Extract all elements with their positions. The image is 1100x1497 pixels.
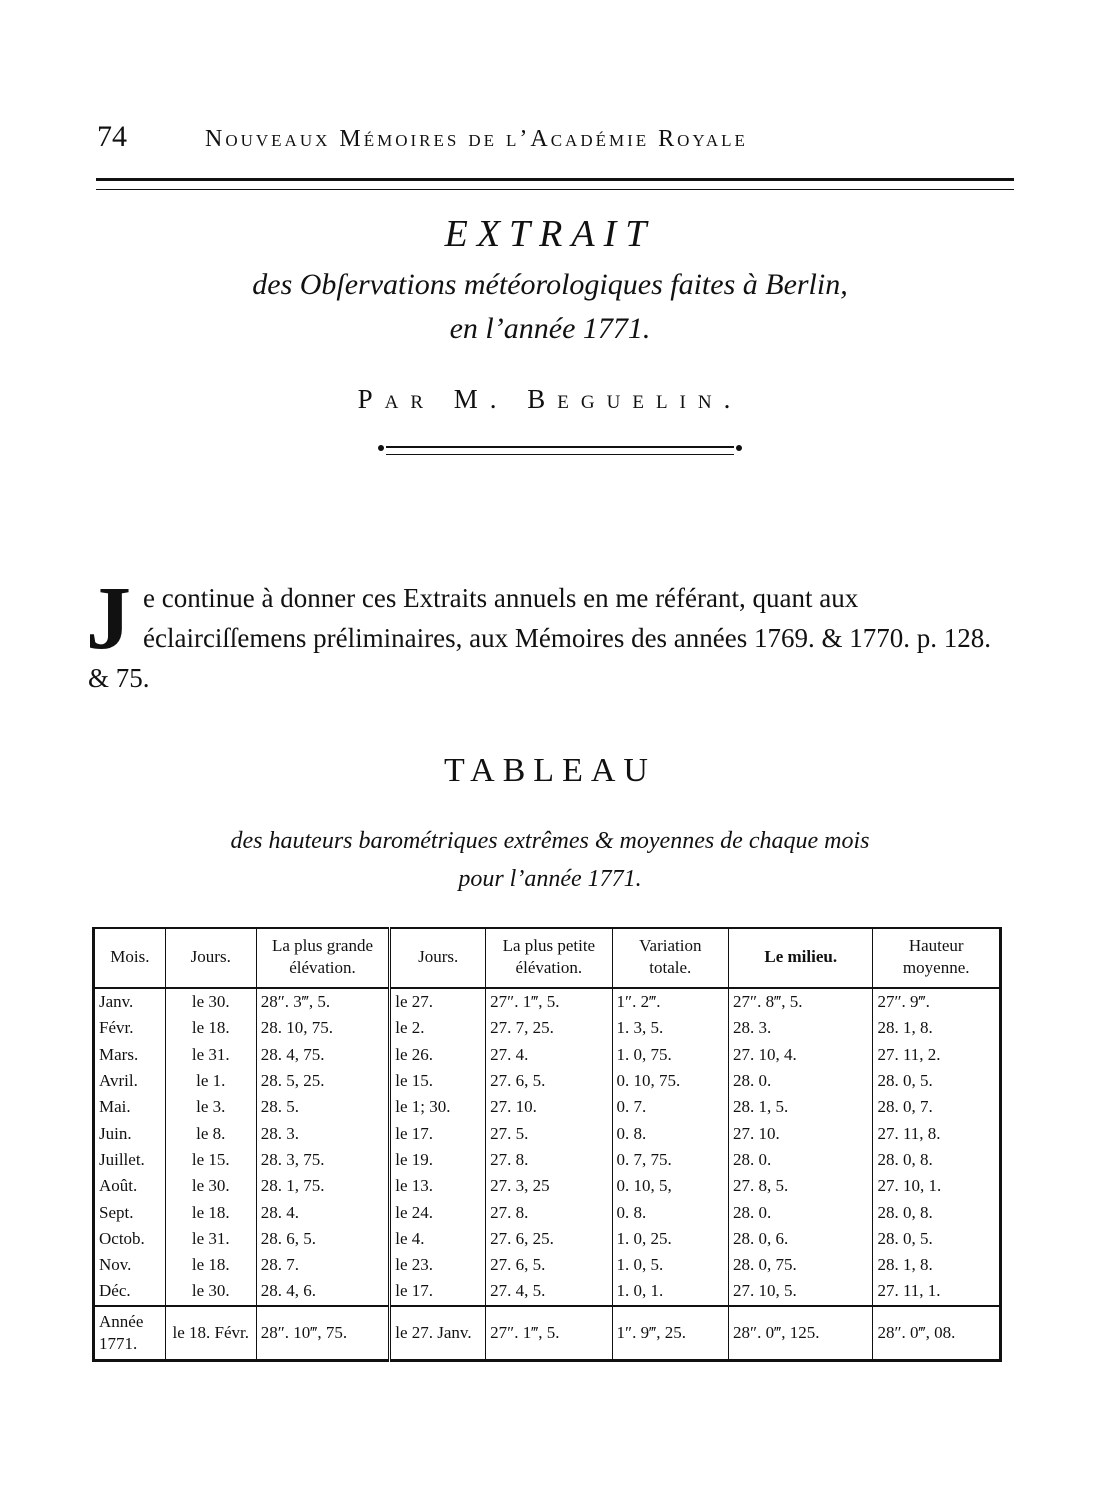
total-cell-plus-grande: 28″. 10‴, 75. — [256, 1306, 390, 1361]
cell-variation: 0. 10, 5, — [612, 1173, 729, 1199]
cell-milieu: 28. 0. — [729, 1068, 873, 1094]
cell-mois: Juillet. — [94, 1147, 166, 1173]
article-subtitle-year: en l’année 1771. — [449, 312, 651, 345]
cell-variation: 0. 8. — [612, 1199, 729, 1225]
table-caption-line-1: des hauteurs barométriques extrêmes & moyennes de chaque mois — [230, 828, 870, 854]
cell-mois: Déc. — [94, 1278, 166, 1305]
cell-mois: Août. — [94, 1173, 166, 1199]
total-cell-mois: Année 1771. — [94, 1306, 166, 1361]
drop-cap: J — [86, 569, 131, 668]
cell-milieu: 28. 0, 6. — [729, 1226, 873, 1252]
cell-mois: Sept. — [94, 1199, 166, 1225]
cell-plus-grande: 28. 4, 75. — [256, 1042, 390, 1068]
cell-jours-max: le 1. — [165, 1068, 256, 1094]
cell-plus-grande: 28″. 3‴, 5. — [256, 988, 390, 1015]
cell-plus-petite: 27. 3, 25 — [486, 1173, 612, 1199]
cell-jours-min: le 17. — [390, 1278, 486, 1305]
cell-jours-max: le 30. — [165, 988, 256, 1015]
total-cell-milieu: 28″. 0‴, 125. — [729, 1306, 873, 1361]
intro-paragraph — [86, 569, 1008, 698]
cell-jours-min: le 1; 30. — [390, 1094, 486, 1120]
cell-plus-petite: 27. 10. — [486, 1094, 612, 1120]
cell-mois: Octob. — [94, 1226, 166, 1252]
cell-jours-min: le 15. — [390, 1068, 486, 1094]
cell-milieu: 27″. 8‴, 5. — [729, 988, 873, 1015]
cell-plus-petite: 27. 6, 5. — [486, 1252, 612, 1278]
cell-variation: 0. 7. — [612, 1094, 729, 1120]
table-row — [94, 1278, 1001, 1305]
cell-milieu: 27. 10. — [729, 1120, 873, 1146]
cell-plus-petite: 27. 6, 25. — [486, 1226, 612, 1252]
table-caption — [0, 822, 1100, 898]
ornament-divider — [386, 446, 734, 455]
cell-moyenne: 27″. 9‴. — [873, 988, 1001, 1015]
cell-variation: 1″. 2‴. — [612, 988, 729, 1015]
cell-jours-min: le 13. — [390, 1173, 486, 1199]
intro-text: e continue à donner ces Extraits annuels en me référant, quant aux éclairciſſemens préliminaires, aux Mémoires des années 1769. & 1770. p. 128. & 75. — [88, 583, 992, 693]
cell-milieu: 28. 1, 5. — [729, 1094, 873, 1120]
cell-variation: 1. 3, 5. — [612, 1015, 729, 1041]
cell-variation: 1. 0, 25. — [612, 1226, 729, 1252]
total-cell-variation: 1″. 9‴, 25. — [612, 1306, 729, 1361]
cell-jours-max: le 8. — [165, 1120, 256, 1146]
table-header-row — [94, 928, 1001, 988]
cell-plus-grande: 28. 3, 75. — [256, 1147, 390, 1173]
cell-jours-max: le 18. — [165, 1199, 256, 1225]
total-cell-plus-petite: 27″. 1‴, 5. — [486, 1306, 612, 1361]
table-row — [94, 1042, 1001, 1068]
cell-plus-petite: 27″. 1‴, 5. — [486, 988, 612, 1015]
cell-milieu: 28. 3. — [729, 1015, 873, 1041]
cell-jours-min: le 4. — [390, 1226, 486, 1252]
cell-moyenne: 27. 11, 1. — [873, 1278, 1001, 1305]
cell-plus-petite: 27. 4. — [486, 1042, 612, 1068]
cell-variation: 0. 8. — [612, 1120, 729, 1146]
table-title: TABLEAU — [444, 752, 656, 789]
header-variation: Variation totale. — [612, 928, 729, 988]
total-cell-moyenne: 28″. 0‴, 08. — [873, 1306, 1001, 1361]
header-jours-max: Jours. — [165, 928, 256, 988]
cell-jours-min: le 24. — [390, 1199, 486, 1225]
cell-plus-grande: 28. 6, 5. — [256, 1226, 390, 1252]
cell-plus-petite: 27. 8. — [486, 1199, 612, 1225]
table-row — [94, 1226, 1001, 1252]
table-row — [94, 1094, 1001, 1120]
cell-variation: 0. 7, 75. — [612, 1147, 729, 1173]
page-header — [97, 120, 937, 154]
cell-plus-petite: 27. 7, 25. — [486, 1015, 612, 1041]
running-title: Nouveaux Mémoires de l’Académie Royale — [205, 126, 748, 152]
cell-plus-petite: 27. 6, 5. — [486, 1068, 612, 1094]
page-number: 74 — [97, 120, 127, 153]
cell-jours-max: le 18. — [165, 1015, 256, 1041]
table-row — [94, 1199, 1001, 1225]
cell-milieu: 28. 0. — [729, 1199, 873, 1225]
cell-mois: Mai. — [94, 1094, 166, 1120]
cell-jours-max: le 31. — [165, 1226, 256, 1252]
cell-plus-petite: 27. 8. — [486, 1147, 612, 1173]
cell-jours-min: le 23. — [390, 1252, 486, 1278]
cell-jours-max: le 15. — [165, 1147, 256, 1173]
cell-jours-min: le 27. — [390, 988, 486, 1015]
cell-jours-min: le 19. — [390, 1147, 486, 1173]
cell-moyenne: 28. 0, 5. — [873, 1226, 1001, 1252]
header-milieu: Le milieu. — [729, 928, 873, 988]
cell-variation: 0. 10, 75. — [612, 1068, 729, 1094]
cell-mois: Mars. — [94, 1042, 166, 1068]
table-row — [94, 1120, 1001, 1146]
cell-milieu: 28. 0. — [729, 1147, 873, 1173]
cell-moyenne: 27. 11, 8. — [873, 1120, 1001, 1146]
cell-jours-max: le 30. — [165, 1173, 256, 1199]
cell-mois: Févr. — [94, 1015, 166, 1041]
total-cell-jours-min: le 27. Janv. — [390, 1306, 486, 1361]
table-body — [94, 988, 1001, 1360]
cell-mois: Nov. — [94, 1252, 166, 1278]
cell-milieu: 27. 10, 4. — [729, 1042, 873, 1068]
cell-moyenne: 27. 10, 1. — [873, 1173, 1001, 1199]
table-row — [94, 1068, 1001, 1094]
cell-plus-grande: 28. 5. — [256, 1094, 390, 1120]
header-mois: Mois. — [94, 928, 166, 988]
cell-variation: 1. 0, 75. — [612, 1042, 729, 1068]
barometric-table — [92, 927, 1002, 1362]
table-row — [94, 988, 1001, 1015]
article-subtitle: des Obſervations météorologiques faites à Berlin, — [252, 268, 848, 301]
table-row-total — [94, 1306, 1001, 1361]
cell-moyenne: 28. 0, 8. — [873, 1199, 1001, 1225]
cell-mois: Janv. — [94, 988, 166, 1015]
table-caption-line-2: pour l’année 1771. — [458, 866, 642, 892]
cell-jours-min: le 17. — [390, 1120, 486, 1146]
cell-plus-grande: 28. 1, 75. — [256, 1173, 390, 1199]
cell-plus-grande: 28. 7. — [256, 1252, 390, 1278]
cell-milieu: 27. 8, 5. — [729, 1173, 873, 1199]
cell-jours-max: le 3. — [165, 1094, 256, 1120]
cell-jours-max: le 18. — [165, 1252, 256, 1278]
article-author: Par M. Beguelin. — [357, 384, 743, 414]
cell-variation: 1. 0, 1. — [612, 1278, 729, 1305]
table-row — [94, 1252, 1001, 1278]
cell-plus-grande: 28. 3. — [256, 1120, 390, 1146]
cell-moyenne: 27. 11, 2. — [873, 1042, 1001, 1068]
header-jours-min: Jours. — [390, 928, 486, 988]
cell-moyenne: 28. 1, 8. — [873, 1015, 1001, 1041]
cell-plus-grande: 28. 4, 6. — [256, 1278, 390, 1305]
table-row — [94, 1015, 1001, 1041]
cell-plus-petite: 27. 4, 5. — [486, 1278, 612, 1305]
cell-variation: 1. 0, 5. — [612, 1252, 729, 1278]
cell-moyenne: 28. 1, 8. — [873, 1252, 1001, 1278]
cell-mois: Juin. — [94, 1120, 166, 1146]
cell-jours-max: le 31. — [165, 1042, 256, 1068]
cell-milieu: 28. 0, 75. — [729, 1252, 873, 1278]
table-row — [94, 1147, 1001, 1173]
cell-plus-petite: 27. 5. — [486, 1120, 612, 1146]
cell-jours-min: le 2. — [390, 1015, 486, 1041]
header-rule — [96, 178, 1014, 190]
cell-moyenne: 28. 0, 5. — [873, 1068, 1001, 1094]
cell-plus-grande: 28. 10, 75. — [256, 1015, 390, 1041]
article-title: EXTRAIT — [444, 213, 656, 255]
cell-moyenne: 28. 0, 7. — [873, 1094, 1001, 1120]
cell-moyenne: 28. 0, 8. — [873, 1147, 1001, 1173]
header-moyenne: Hauteur moyenne. — [873, 928, 1001, 988]
header-plus-grande: La plus grande élévation. — [256, 928, 390, 988]
header-plus-petite: La plus petite élévation. — [486, 928, 612, 988]
table-row — [94, 1173, 1001, 1199]
cell-milieu: 27. 10, 5. — [729, 1278, 873, 1305]
total-cell-jours-max: le 18. Févr. — [165, 1306, 256, 1361]
cell-plus-grande: 28. 4. — [256, 1199, 390, 1225]
cell-mois: Avril. — [94, 1068, 166, 1094]
cell-jours-max: le 30. — [165, 1278, 256, 1305]
cell-plus-grande: 28. 5, 25. — [256, 1068, 390, 1094]
cell-jours-min: le 26. — [390, 1042, 486, 1068]
